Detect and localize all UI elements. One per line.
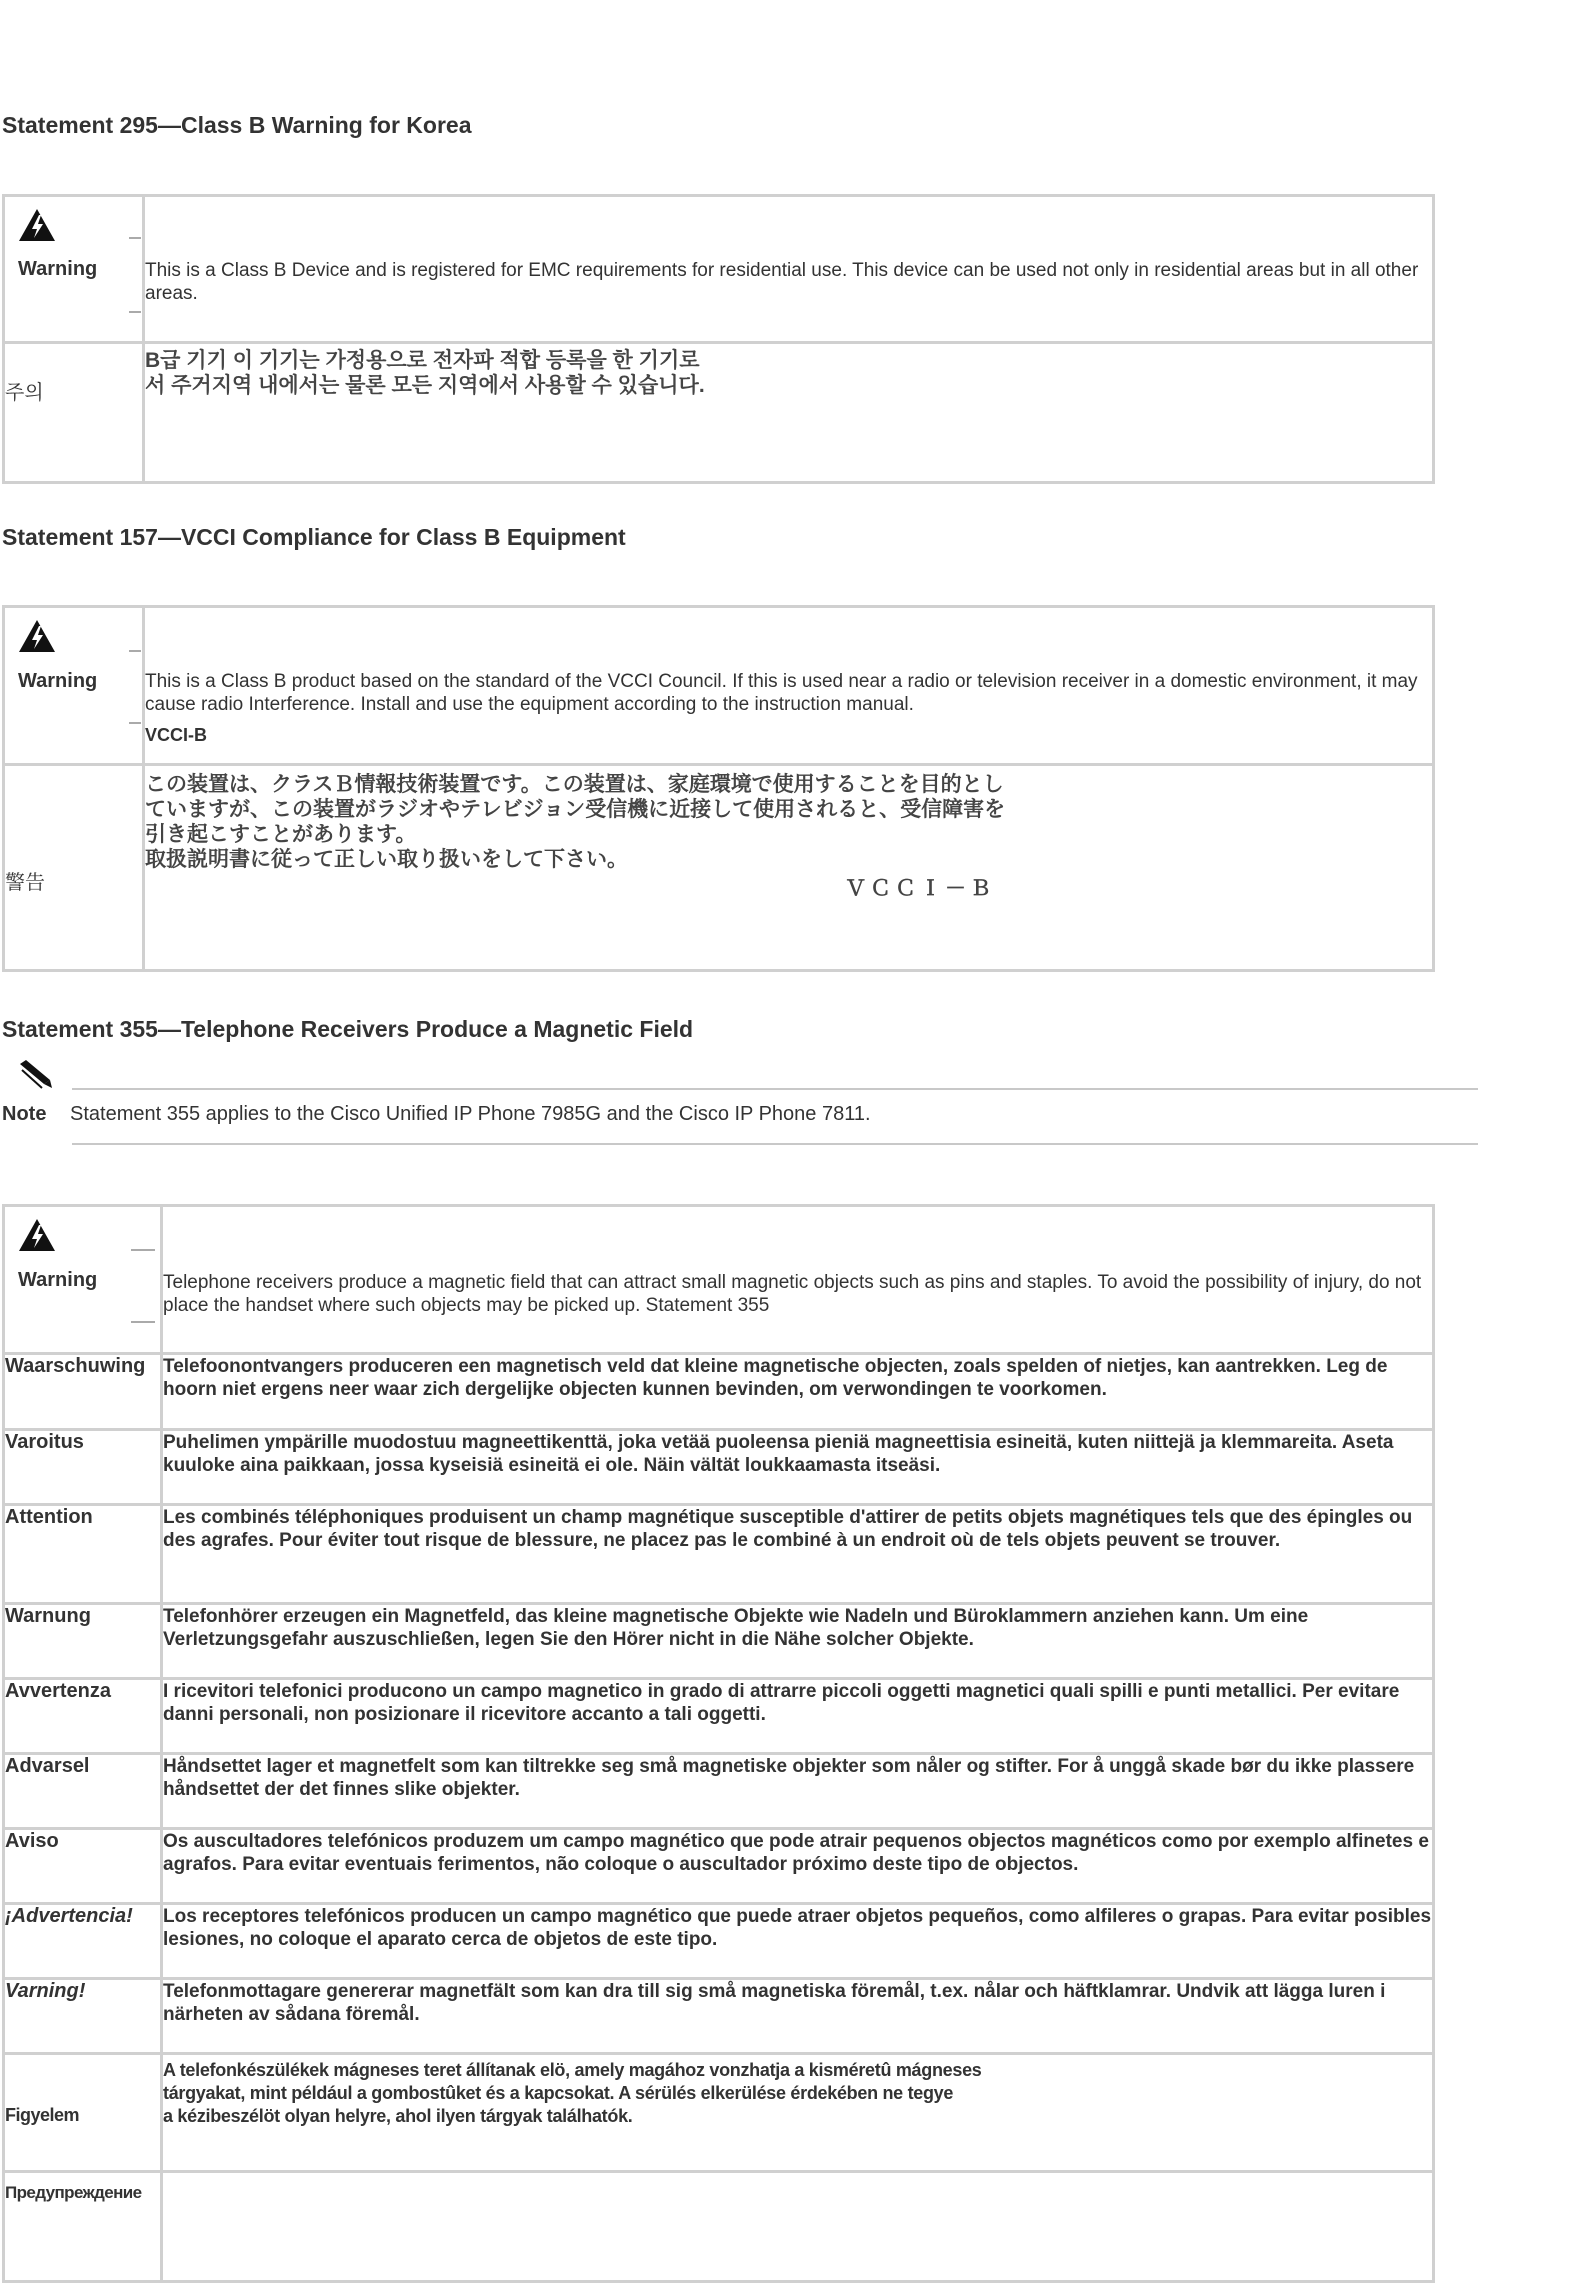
translation-label: Advarsel [4,1754,162,1829]
japanese-label: 警告 [4,765,144,971]
translation-text: Puhelimen ympärille muodostuu magneettikenttä, joka vetää puoleensa pieniä magneettisia esineitä, kuten niittejä ja klemmareita. Aseta kuuloke aina paikkaan, jossa kyseisiä esineitä ei ole. Näin vältät loukkaamasta itseäsi. [162,1430,1434,1505]
statement-295-table [2,194,1435,484]
table-row [4,1354,1434,1430]
translation-text: Telefoonontvangers produceren een magnetisch veld dat kleine magnetische objecten, zoals spelden of nietjes, kan aantrekken. Leg de hoorn niet ergens neer waar zich dergelijke objecten kunnen bevinden, om verwondingen te voorkomen. [162,1354,1434,1430]
table-row [4,343,1434,483]
warning-icon [17,207,57,243]
japanese-text-line: この装置は、クラスＢ情報技術装置です。この装置は、家庭環境で使用することを目的とし [145,773,1004,796]
table-row [4,196,1434,343]
warning-label-cell [4,607,144,765]
table-row [4,2172,1434,2282]
note-divider-bottom [72,1143,1478,1145]
table-row [4,765,1434,971]
table-row [4,1679,1434,1754]
table-row [4,1979,1434,2054]
korean-text-line: B급 기기 이 기기는 가정용으로 전자파 적합 등록을 한 기기로 [145,349,700,372]
russian-text-cell [162,2172,1434,2282]
translation-text: Telefonhörer erzeugen ein Magnetfeld, das kleine magnetische Objekte wie Nadeln und Büroklammern anziehen kann. Um eine Verletzungsgefahr auszuschließen, legen Sie den Hörer nicht in die Nähe solcher Objekte. [162,1604,1434,1679]
statement-295-heading: Statement 295—Class B Warning for Korea [2,112,472,138]
warning-label: Warning [18,1269,98,1291]
warning-text: This is a Class B product based on the standard of the VCCI Council. If this is used near a radio or television receiver in a domestic environment, it may cause radio Interference. Install and use the equipment according to the instruction manual. [145,671,1418,715]
note-divider-top [72,1088,1478,1090]
translation-label: ¡Advertencia! [4,1904,162,1979]
hungarian-text-line: A telefonkészülékek mágneses teret állítanak elö, amely magához vonzhatja a kisméretû mágneses [163,2060,982,2080]
warning-text: Telephone receivers produce a magnetic field that can attract small magnetic objects such as pins and staples. To avoid the possibility of injury, do not place the handset where such objects may be picked up. Statement 355 [162,1206,1434,1354]
translation-label: Aviso [4,1829,162,1904]
translation-text: Telefonmottagare genererar magnetfält som kan dra till sig små magnetiska föremål, t.ex. nålar och häftklamrar. Undvik att lägga luren i närheten av sådana föremål. [162,1979,1434,2054]
korean-text-cell [144,343,1434,483]
table-row [4,1604,1434,1679]
translation-label: Warnung [4,1604,162,1679]
note-label: Note [2,1103,47,1125]
divider [131,1249,155,1251]
translation-label: Waarschuwing [4,1354,162,1430]
warning-label-cell [4,196,144,343]
table-row [4,1754,1434,1829]
warning-text-cell [144,607,1434,765]
divider [131,1321,155,1323]
translation-text: I ricevitori telefonici producono un campo magnetico in grado di attrarre piccoli oggetti magnetici quali spilli e punti metallici. Per evitare danni personali, non posizionare il ricevitore accanto a tali oggetti. [162,1679,1434,1754]
translation-text: Håndsettet lager et magnetfelt som kan tiltrekke seg små magnetiske objekter som nåler og stifter. For å unggå skade bør du ikke plassere håndsettet der det finnes slike objekter. [162,1754,1434,1829]
statement-355-table [2,1204,1435,2283]
vcci-tag: VCCI-B [145,725,207,745]
divider [129,237,141,239]
russian-label: Предупреждение [4,2172,162,2282]
hungarian-label: Figyelem [4,2054,162,2172]
korean-text-line: 서 주거지역 내에서는 물론 모든 지역에서 사용할 수 있습니다. [145,374,705,397]
table-row [4,2054,1434,2172]
table-row [4,1206,1434,1354]
japanese-vcci-mark: ＶＣＣＩ－Ｂ [845,877,995,900]
table-row [4,1430,1434,1505]
note-text: Statement 355 applies to the Cisco Unified IP Phone 7985G and the Cisco IP Phone 7811. [70,1103,871,1125]
statement-157-heading: Statement 157—VCCI Compliance for Class B Equipment [2,524,626,550]
translation-label: Attention [4,1505,162,1604]
divider [129,650,141,652]
korean-label: 주의 [4,343,144,483]
translation-text: Les combinés téléphoniques produisent un champ magnétique susceptible d'attirer de petits objets magnétiques tels que des épingles ou des agrafes. Pour éviter tout risque de blessure, ne placez pas le combiné à un endroit où de tels objets peuvent se trouver. [162,1505,1434,1604]
warning-icon [17,1217,57,1253]
translation-label: Avvertenza [4,1679,162,1754]
translation-text: Os auscultadores telefónicos produzem um campo magnético que pode atrair pequenos objectos magnéticos como por exemplo alfinetes e agrafos. Para evitar eventuais ferimentos, não coloque o auscultador próximo deste tipo de objectos. [162,1829,1434,1904]
warning-label: Warning [18,670,98,692]
statement-355-heading: Statement 355—Telephone Receivers Produce a Magnetic Field [2,1016,694,1042]
table-row [4,1904,1434,1979]
japanese-text-cell [144,765,1434,971]
translation-label: Varning! [4,1979,162,2054]
warning-text: This is a Class B Device and is registered for EMC requirements for residential use. This device can be used not only in residential areas but in all other areas. [144,196,1434,343]
table-row [4,1505,1434,1604]
warning-icon [17,618,57,654]
japanese-text-line: 引き起こすことがあります。 [145,823,417,846]
statement-157-table [2,605,1435,972]
table-row [4,607,1434,765]
japanese-text-line: 取扱説明書に従って正しい取り扱いをして下さい。 [145,848,628,871]
hungarian-text-cell [162,2054,1434,2172]
warning-label-cell [4,1206,162,1354]
divider [129,722,141,724]
japanese-text-line: ていますが、この装置がラジオやテレビジョン受信機に近接して使用されると、受信障害を [145,798,1006,821]
translation-text: Los receptores telefónicos producen un campo magnético que puede atraer objetos pequeños, como alfileres o grapas. Para evitar posibles lesiones, no coloque el aparato cerca de objetos de este tipo. [162,1904,1434,1979]
table-row [4,1829,1434,1904]
warning-label: Warning [18,258,98,280]
hungarian-text-line: a kézibeszélöt olyan helyre, ahol ilyen tárgyak találhatók. [163,2106,633,2126]
translation-label: Varoitus [4,1430,162,1505]
divider [129,311,141,313]
pencil-icon [16,1058,56,1092]
hungarian-text-line: tárgyakat, mint például a gombostûket és a kapcsokat. A sérülés elkerülése érdekében ne tegye [163,2083,954,2103]
